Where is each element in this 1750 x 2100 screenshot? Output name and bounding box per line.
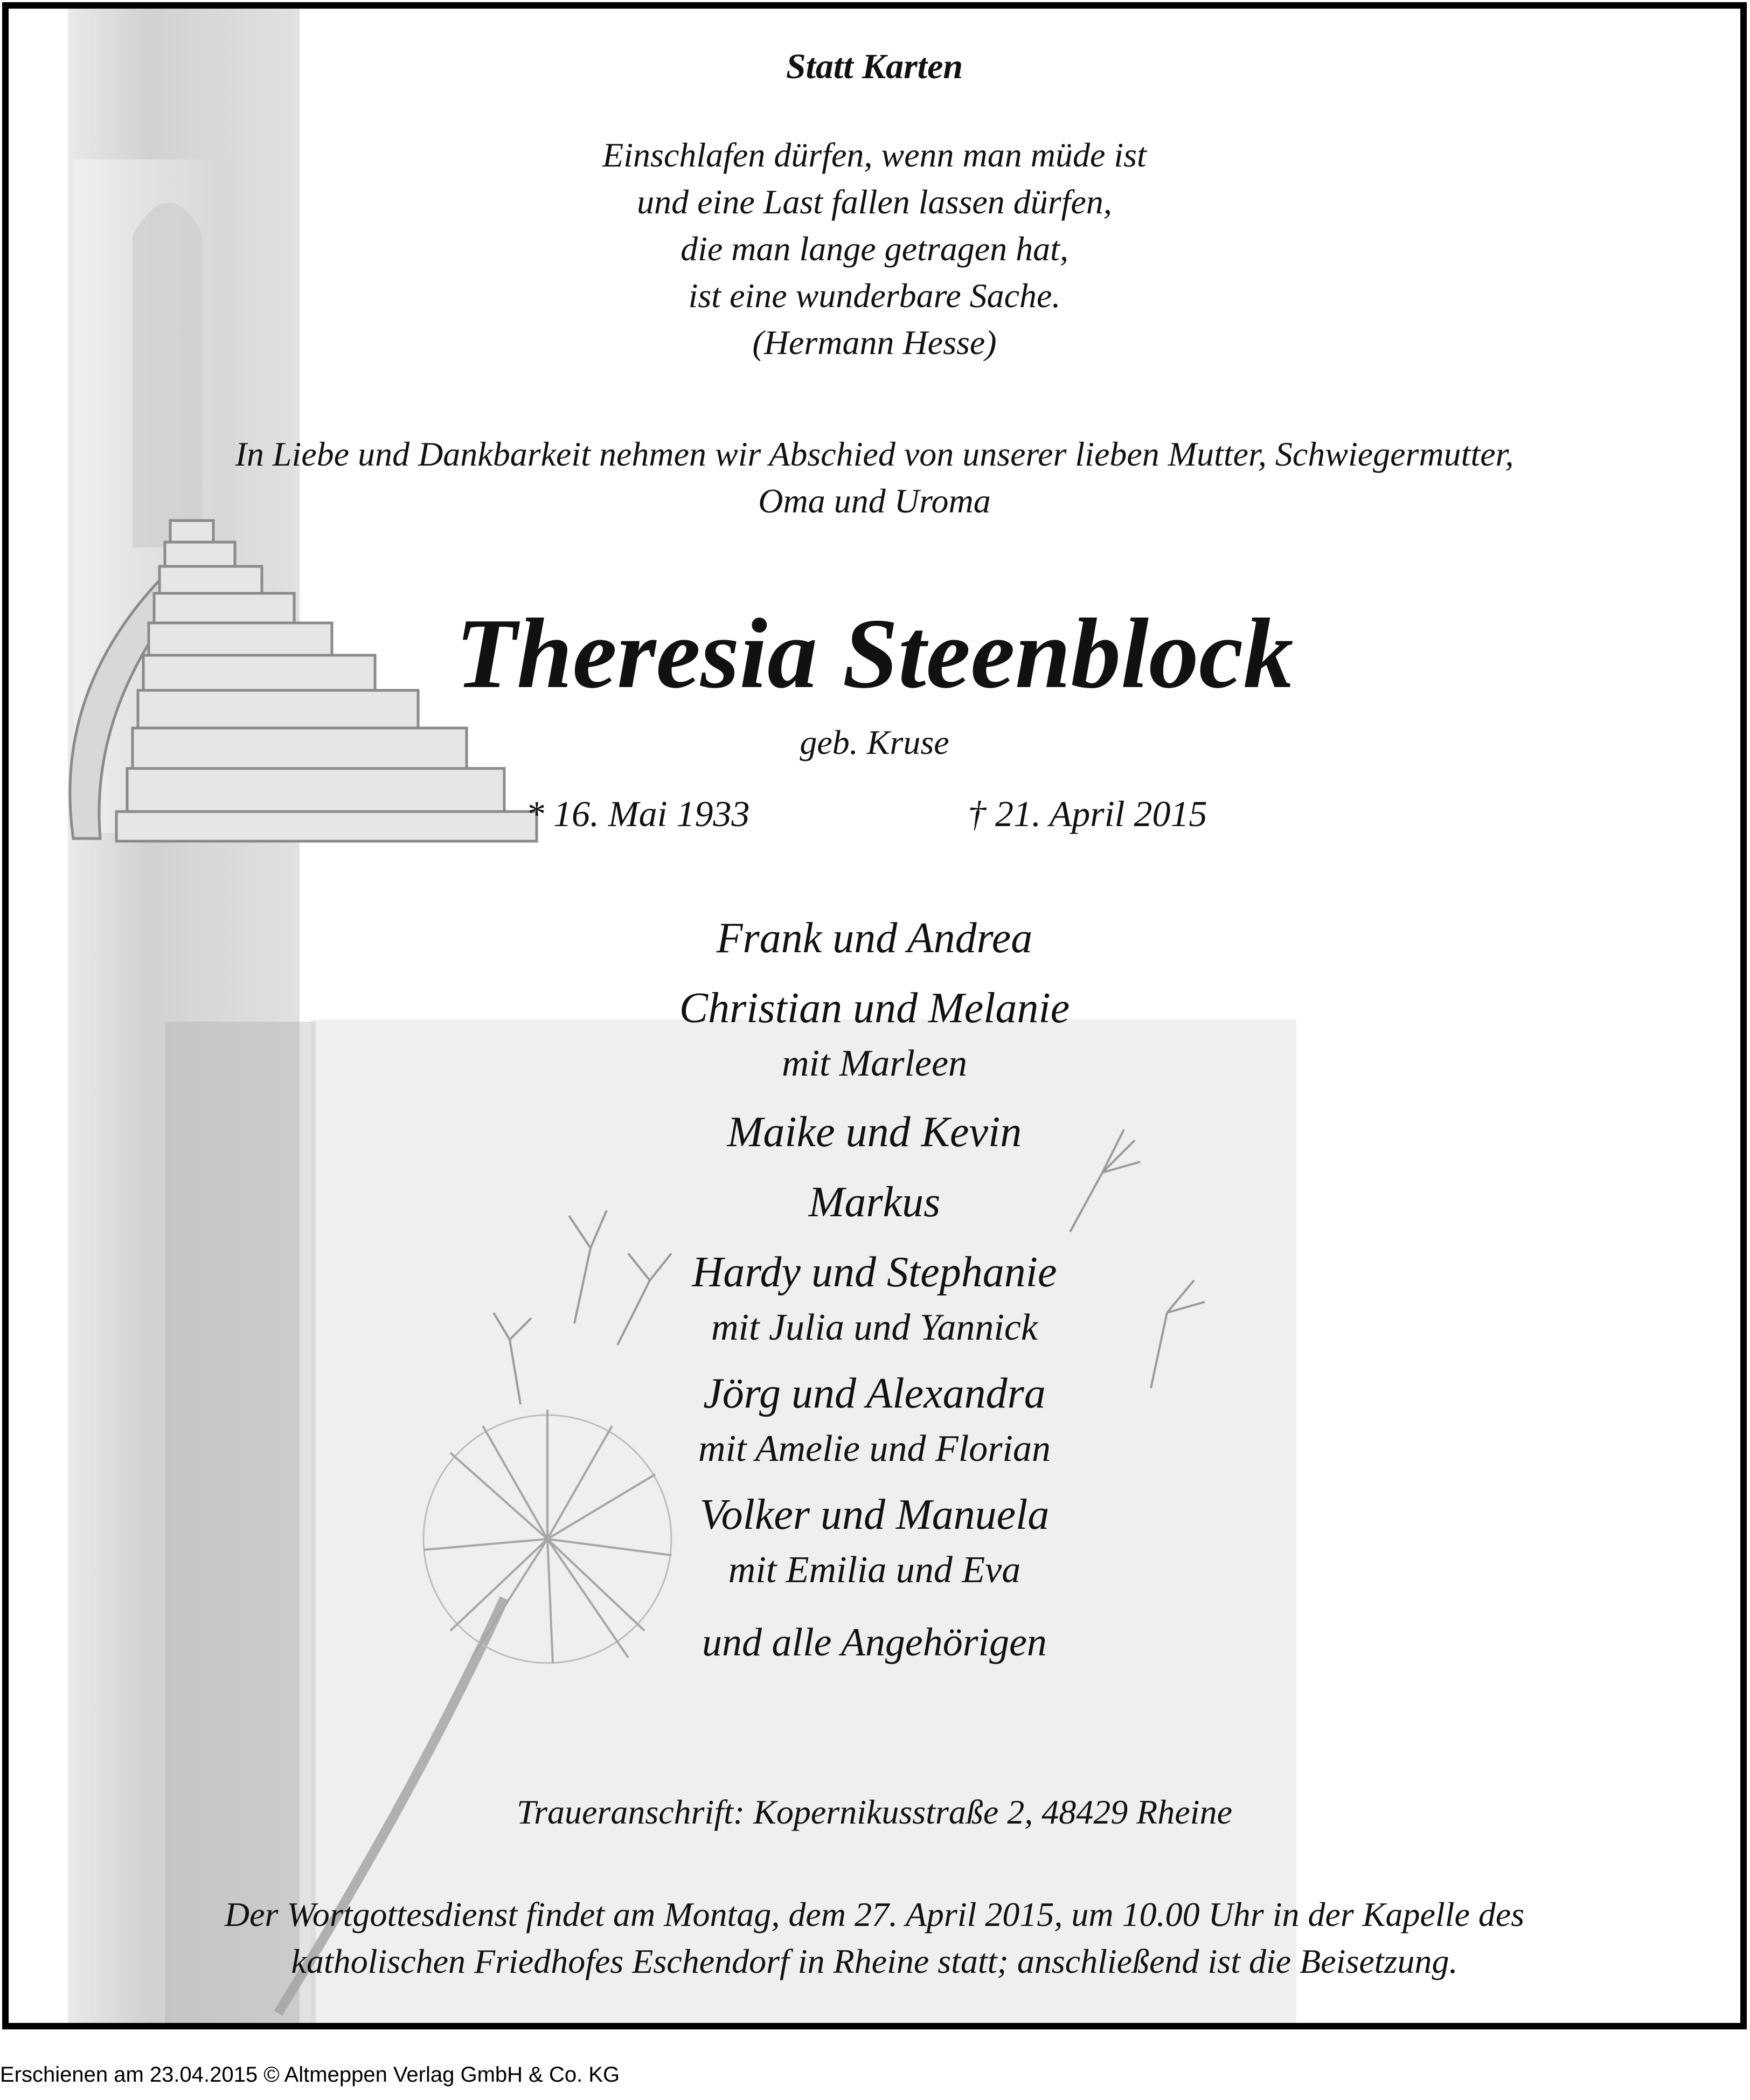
poem-line: Einschlafen dürfen, wenn man müde ist	[602, 136, 1147, 174]
birth-date: * 16. Mai 1933	[526, 793, 750, 834]
mourner-names: Volker und Manuela	[699, 1491, 1050, 1538]
death-date: † 21. April 2015	[968, 793, 1207, 834]
mourner-children: mit Julia und Yannick	[711, 1307, 1038, 1348]
maiden-name: geb. Kruse	[800, 723, 949, 761]
mourner-names: Jörg und Alexandra	[703, 1370, 1046, 1417]
mourner-names: Markus	[808, 1179, 941, 1226]
obituary-frame	[2, 2, 1747, 2029]
mourner-names: Frank und Andrea	[716, 914, 1033, 962]
publication-footer: Erschienen am 23.04.2015 © Altmeppen Verlag GmbH & Co. KG	[0, 2063, 620, 2087]
mourner-children: mit Amelie und Florian	[698, 1428, 1051, 1470]
funeral-service-info-cont: katholischen Friedhofes Eschendorf in Rheine statt; anschließend ist die Beisetzung.	[291, 1942, 1458, 1980]
deceased-name: Theresia Steenblock	[455, 598, 1294, 709]
poem-line: die man lange getragen hat,	[680, 230, 1068, 268]
relatives-line: und alle Angehörigen	[702, 1620, 1047, 1665]
farewell-intro-relations: Oma und Uroma	[758, 482, 991, 520]
poem-line: ist eine wunderbare Sache.	[688, 276, 1061, 315]
statt-karten-heading: Statt Karten	[786, 47, 963, 86]
funeral-service-info: Der Wortgottesdienst findet am Montag, dem 27. April 2015, um 10.00 Uhr in der Kapelle des	[224, 1895, 1525, 1933]
mourner-children: mit Marleen	[781, 1043, 968, 1084]
mourner-names: Hardy und Stephanie	[692, 1249, 1057, 1296]
mourner-names: Christian und Melanie	[679, 985, 1070, 1032]
poem-line: und eine Last fallen lassen dürfen,	[637, 183, 1112, 221]
poem-author: (Hermann Hesse)	[752, 323, 997, 362]
mourner-children: mit Emilia und Eva	[728, 1549, 1021, 1591]
mourner-names: Maike und Kevin	[727, 1108, 1022, 1156]
farewell-intro: In Liebe und Dankbarkeit nehmen wir Abschied von unserer lieben Mutter, Schwiegermutter,	[235, 435, 1514, 473]
mourning-address: Traueranschrift: Kopernikusstraße 2, 48429 Rheine	[517, 1793, 1232, 1831]
